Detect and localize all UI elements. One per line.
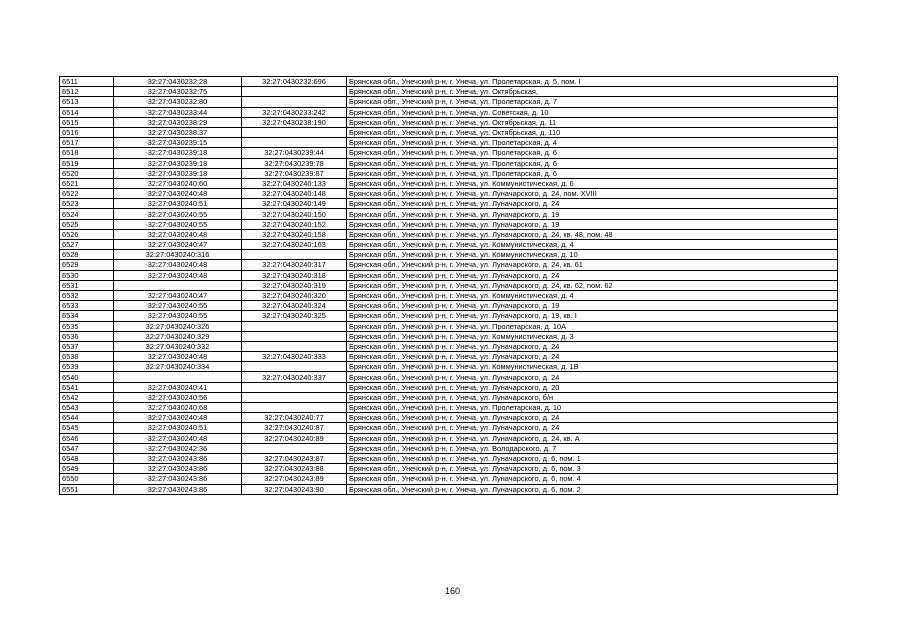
object-cadastral-number-cell: 32:27:0430238:190 xyxy=(242,117,347,127)
address-cell: Брянская обл., Унечский р-н, г. Унеча, ул. Коммунистическая, д. 10 xyxy=(347,250,838,260)
object-cadastral-number-cell: 32:27:0430240:150 xyxy=(242,209,347,219)
land-cadastral-number-cell: 32:27:0430243:86 xyxy=(114,453,242,463)
row-number-cell: 6521 xyxy=(60,178,114,188)
row-number-cell: 6541 xyxy=(60,382,114,392)
table-row xyxy=(60,240,838,250)
table-row xyxy=(60,189,838,199)
object-cadastral-number-cell: 32:27:0430240:318 xyxy=(242,270,347,280)
row-number-cell: 6536 xyxy=(60,331,114,341)
land-cadastral-number-cell: 32:27:0430238:29 xyxy=(114,117,242,127)
land-cadastral-number-cell: 32:27:0430240:55 xyxy=(114,209,242,219)
land-cadastral-number-cell: 32:27:0430240:329 xyxy=(114,331,242,341)
row-number-cell: 6548 xyxy=(60,453,114,463)
address-cell: Брянская обл., Унечский р-н, г. Унеча, ул. Пролетарская, д. 10А xyxy=(347,321,838,331)
row-number-cell: 6539 xyxy=(60,362,114,372)
row-number-cell: 6524 xyxy=(60,209,114,219)
address-cell: Брянская обл., Унечский р-н, г. Унеча, ул. Луначарского, д. 19 xyxy=(347,209,838,219)
object-cadastral-number-cell: 32:27:0430243:87 xyxy=(242,453,347,463)
object-cadastral-number-cell xyxy=(242,362,347,372)
land-cadastral-number-cell: 32:27:0430243:86 xyxy=(114,484,242,494)
address-cell: Брянская обл., Унечский р-н, г. Унеча, ул. Луначарского, д. 24, кв. 61 xyxy=(347,260,838,270)
row-number-cell: 6532 xyxy=(60,290,114,300)
object-cadastral-number-cell xyxy=(242,127,347,137)
land-cadastral-number-cell: 32:27:0430238:37 xyxy=(114,127,242,137)
row-number-cell: 6518 xyxy=(60,148,114,158)
address-cell: Брянская обл., Унечский р-н, г. Унеча, ул. Луначарского, д. 24, пом. XVIII xyxy=(347,189,838,199)
land-cadastral-number-cell: 32:27:0430240:48 xyxy=(114,352,242,362)
land-cadastral-number-cell: 32:27:0430232:75 xyxy=(114,87,242,97)
land-cadastral-number-cell: 32:27:0430240:48 xyxy=(114,229,242,239)
land-cadastral-number-cell: 32:27:0430240:48 xyxy=(114,270,242,280)
address-cell: Брянская обл., Унечский р-н, г. Унеча, ул. Пролетарская, д. 5, пом. I xyxy=(347,77,838,87)
address-cell: Брянская обл., Унечский р-н, г. Унеча, ул. Коммунистическая, д. 4 xyxy=(347,290,838,300)
address-cell: Брянская обл., Унечский р-н, г. Унеча, ул. Луначарского, д. 19 xyxy=(347,301,838,311)
address-cell: Брянская обл., Унечский р-н, г. Унеча, ул. Октябрьская, д. 110 xyxy=(347,127,838,137)
row-number-cell: 6551 xyxy=(60,484,114,494)
land-cadastral-number-cell: 32:27:0430240:51 xyxy=(114,423,242,433)
table-row xyxy=(60,362,838,372)
address-cell: Брянская обл., Унечский р-н, г. Унеча, ул. Пролетарская, д. 6 xyxy=(347,158,838,168)
table-row xyxy=(60,199,838,209)
table-row xyxy=(60,301,838,311)
table-row xyxy=(60,229,838,239)
land-cadastral-number-cell: 32:27:0430239:18 xyxy=(114,148,242,158)
row-number-cell: 6513 xyxy=(60,97,114,107)
address-cell: Брянская обл., Унечский р-н, г. Унеча, ул. Пролетарская, д. 4 xyxy=(347,138,838,148)
address-cell: Брянская обл., Унечский р-н, г. Унеча, ул. Луначарского, д. 24, кв. 48, пом. 48 xyxy=(347,229,838,239)
object-cadastral-number-cell: 32:27:0430240:337 xyxy=(242,372,347,382)
object-cadastral-number-cell: 32:27:0430243:89 xyxy=(242,474,347,484)
land-cadastral-number-cell xyxy=(114,372,242,382)
address-cell: Брянская обл., Унечский р-н, г. Унеча, ул. Коммунистическая, д. 3 xyxy=(347,331,838,341)
table-row xyxy=(60,331,838,341)
table-row xyxy=(60,392,838,402)
address-cell: Брянская обл., Унечский р-н, г. Унеча, ул. Луначарского, д. 20 xyxy=(347,382,838,392)
table-row xyxy=(60,280,838,290)
table-row xyxy=(60,423,838,433)
row-number-cell: 6534 xyxy=(60,311,114,321)
table-row xyxy=(60,484,838,494)
land-cadastral-number-cell: 32:27:0430240:47 xyxy=(114,240,242,250)
address-cell: Брянская обл., Унечский р-н, г. Унеча, ул. Луначарского, д. 6, пом. 2 xyxy=(347,484,838,494)
land-cadastral-number-cell: 32:27:0430243:86 xyxy=(114,464,242,474)
table-row xyxy=(60,219,838,229)
table-row xyxy=(60,372,838,382)
table-row xyxy=(60,352,838,362)
land-cadastral-number-cell: 32:27:0430240:326 xyxy=(114,321,242,331)
row-number-cell: 6538 xyxy=(60,352,114,362)
row-number-cell: 6512 xyxy=(60,87,114,97)
table-row xyxy=(60,138,838,148)
address-cell: Брянская обл., Унечский р-н, г. Унеча, ул. Луначарского, б/н xyxy=(347,392,838,402)
table-row xyxy=(60,250,838,260)
address-cell: Брянская обл., Унечский р-н, г. Унеча, ул. Коммунистическая, д. 1В xyxy=(347,362,838,372)
table-row xyxy=(60,127,838,137)
row-number-cell: 6546 xyxy=(60,433,114,443)
object-cadastral-number-cell: 32:27:0430240:317 xyxy=(242,260,347,270)
row-number-cell: 6523 xyxy=(60,199,114,209)
row-number-cell: 6520 xyxy=(60,168,114,178)
land-cadastral-number-cell: 32:27:0430240:48 xyxy=(114,413,242,423)
address-cell: Брянская обл., Унечский р-н, г. Унеча, ул. Луначарского, д. 19 xyxy=(347,219,838,229)
land-cadastral-number-cell: 32:27:0430239:15 xyxy=(114,138,242,148)
address-cell: Брянская обл., Унечский р-н, г. Унеча, ул. Коммунистическая, д. 6 xyxy=(347,178,838,188)
address-cell: Брянская обл., Унечский р-н, г. Унеча, ул. Луначарского, д. 24 xyxy=(347,372,838,382)
object-cadastral-number-cell: 32:27:0430239:44 xyxy=(242,148,347,158)
object-cadastral-number-cell xyxy=(242,341,347,351)
object-cadastral-number-cell xyxy=(242,87,347,97)
object-cadastral-number-cell: 32:27:0430240:324 xyxy=(242,301,347,311)
address-cell: Брянская обл., Унечский р-н, г. Унеча, ул. Пролетарская, д. 10 xyxy=(347,403,838,413)
object-cadastral-number-cell: 32:27:0430240:89 xyxy=(242,433,347,443)
land-cadastral-number-cell: 32:27:0430240:60 xyxy=(114,178,242,188)
table-row xyxy=(60,413,838,423)
object-cadastral-number-cell xyxy=(242,443,347,453)
table-row xyxy=(60,474,838,484)
table-row xyxy=(60,311,838,321)
row-number-cell: 6527 xyxy=(60,240,114,250)
property-registry-table xyxy=(59,76,838,495)
table-row xyxy=(60,107,838,117)
address-cell: Брянская обл., Унечский р-н, г. Унеча, ул. Октябрьская, xyxy=(347,87,838,97)
table-row xyxy=(60,341,838,351)
object-cadastral-number-cell xyxy=(242,403,347,413)
land-cadastral-number-cell xyxy=(114,280,242,290)
object-cadastral-number-cell: 32:27:0430233:242 xyxy=(242,107,347,117)
object-cadastral-number-cell: 32:27:0430243:90 xyxy=(242,484,347,494)
page-number: 160 xyxy=(444,586,461,596)
row-number-cell: 6543 xyxy=(60,403,114,413)
table-row xyxy=(60,168,838,178)
land-cadastral-number-cell: 32:27:0430233:44 xyxy=(114,107,242,117)
table-row xyxy=(60,158,838,168)
address-cell: Брянская обл., Унечский р-н, г. Унеча, ул. Володарского, д. 7 xyxy=(347,443,838,453)
address-cell: Брянская обл., Унечский р-н, г. Унеча, ул. Советская, д. 10 xyxy=(347,107,838,117)
land-cadastral-number-cell: 32:27:0430240:47 xyxy=(114,290,242,300)
object-cadastral-number-cell xyxy=(242,392,347,402)
row-number-cell: 6528 xyxy=(60,250,114,260)
row-number-cell: 6525 xyxy=(60,219,114,229)
address-cell: Брянская обл., Унечский р-н, г. Унеча, ул. Коммунистическая, д. 4 xyxy=(347,240,838,250)
row-number-cell: 6515 xyxy=(60,117,114,127)
address-cell: Брянская обл., Унечский р-н, г. Унеча, ул. Луначарского, д. 24, кв. 62, пом. 62 xyxy=(347,280,838,290)
land-cadastral-number-cell: 32:27:0430240:56 xyxy=(114,392,242,402)
row-number-cell: 6540 xyxy=(60,372,114,382)
land-cadastral-number-cell: 32:27:0430240:55 xyxy=(114,301,242,311)
land-cadastral-number-cell: 32:27:0430240:51 xyxy=(114,199,242,209)
table-body xyxy=(60,77,838,495)
row-number-cell: 6549 xyxy=(60,464,114,474)
row-number-cell: 6519 xyxy=(60,158,114,168)
row-number-cell: 6544 xyxy=(60,413,114,423)
object-cadastral-number-cell xyxy=(242,382,347,392)
land-cadastral-number-cell: 32:27:0430240:55 xyxy=(114,219,242,229)
table-row xyxy=(60,403,838,413)
row-number-cell: 6550 xyxy=(60,474,114,484)
table-row xyxy=(60,433,838,443)
address-cell: Брянская обл., Унечский р-н, г. Унеча, ул. Луначарского, д. 24 xyxy=(347,352,838,362)
table-row xyxy=(60,290,838,300)
row-number-cell: 6511 xyxy=(60,77,114,87)
object-cadastral-number-cell: 32:27:0430240:149 xyxy=(242,199,347,209)
table-row xyxy=(60,382,838,392)
object-cadastral-number-cell: 32:27:0430240:158 xyxy=(242,229,347,239)
address-cell: Брянская обл., Унечский р-н, г. Унеча, ул. Октябрьская, д. 11 xyxy=(347,117,838,127)
row-number-cell: 6526 xyxy=(60,229,114,239)
table-row xyxy=(60,209,838,219)
table-row xyxy=(60,87,838,97)
table-row xyxy=(60,464,838,474)
row-number-cell: 6535 xyxy=(60,321,114,331)
address-cell: Брянская обл., Унечский р-н, г. Унеча, ул. Луначарского, д. 19, кв. I xyxy=(347,311,838,321)
land-cadastral-number-cell: 32:27:0430239:18 xyxy=(114,168,242,178)
land-cadastral-number-cell: 32:27:0430232:80 xyxy=(114,97,242,107)
table-row xyxy=(60,178,838,188)
table-row xyxy=(60,270,838,280)
row-number-cell: 6530 xyxy=(60,270,114,280)
object-cadastral-number-cell xyxy=(242,321,347,331)
land-cadastral-number-cell: 32:27:0430242:36 xyxy=(114,443,242,453)
land-cadastral-number-cell: 32:27:0430243:86 xyxy=(114,474,242,484)
address-cell: Брянская обл., Унечский р-н, г. Унеча, ул. Пролетарская, д. 7 xyxy=(347,97,838,107)
row-number-cell: 6542 xyxy=(60,392,114,402)
land-cadastral-number-cell: 32:27:0430240:334 xyxy=(114,362,242,372)
table-row xyxy=(60,443,838,453)
row-number-cell: 6517 xyxy=(60,138,114,148)
address-cell: Брянская обл., Унечский р-н, г. Унеча, ул. Луначарского, д. 24 xyxy=(347,423,838,433)
address-cell: Брянская обл., Унечский р-н, г. Унеча, ул. Луначарского, д. 24 xyxy=(347,413,838,423)
address-cell: Брянская обл., Унечский р-н, г. Унеча, ул. Луначарского, д. 6, пом. 4 xyxy=(347,474,838,484)
land-cadastral-number-cell: 32:27:0430240:316 xyxy=(114,250,242,260)
address-cell: Брянская обл., Унечский р-н, г. Унеча, ул. Луначарского, д. 6, пом. 1 xyxy=(347,453,838,463)
object-cadastral-number-cell: 32:27:0430240:148 xyxy=(242,189,347,199)
table-row xyxy=(60,97,838,107)
row-number-cell: 6529 xyxy=(60,260,114,270)
land-cadastral-number-cell: 32:27:0430232:28 xyxy=(114,77,242,87)
table-row xyxy=(60,117,838,127)
land-cadastral-number-cell: 32:27:0430240:55 xyxy=(114,311,242,321)
row-number-cell: 6547 xyxy=(60,443,114,453)
object-cadastral-number-cell: 32:27:0430243:88 xyxy=(242,464,347,474)
row-number-cell: 6522 xyxy=(60,189,114,199)
object-cadastral-number-cell: 32:27:0430240:87 xyxy=(242,423,347,433)
address-cell: Брянская обл., Унечский р-н, г. Унеча, ул. Луначарского, д. 24, кв. А xyxy=(347,433,838,443)
land-cadastral-number-cell: 32:27:0430240:48 xyxy=(114,189,242,199)
object-cadastral-number-cell: 32:27:0430232:696 xyxy=(242,77,347,87)
land-cadastral-number-cell: 32:27:0430239:18 xyxy=(114,158,242,168)
table-row xyxy=(60,321,838,331)
address-cell: Брянская обл., Унечский р-н, г. Унеча, ул. Луначарского, д. 6, пом. 3 xyxy=(347,464,838,474)
object-cadastral-number-cell: 32:27:0430240:152 xyxy=(242,219,347,229)
table-row xyxy=(60,453,838,463)
row-number-cell: 6531 xyxy=(60,280,114,290)
object-cadastral-number-cell xyxy=(242,250,347,260)
land-cadastral-number-cell: 32:27:0430240:48 xyxy=(114,433,242,443)
address-cell: Брянская обл., Унечский р-н, г. Унеча, ул. Пролетарская, д. 6 xyxy=(347,148,838,158)
object-cadastral-number-cell xyxy=(242,331,347,341)
object-cadastral-number-cell xyxy=(242,97,347,107)
land-cadastral-number-cell: 32:27:0430240:332 xyxy=(114,341,242,351)
table-row xyxy=(60,260,838,270)
object-cadastral-number-cell: 32:27:0430240:319 xyxy=(242,280,347,290)
object-cadastral-number-cell: 32:27:0430240:133 xyxy=(242,178,347,188)
object-cadastral-number-cell: 32:27:0430240:333 xyxy=(242,352,347,362)
object-cadastral-number-cell: 32:27:0430239:87 xyxy=(242,168,347,178)
land-cadastral-number-cell: 32:27:0430240:41 xyxy=(114,382,242,392)
row-number-cell: 6516 xyxy=(60,127,114,137)
row-number-cell: 6533 xyxy=(60,301,114,311)
address-cell: Брянская обл., Унечский р-н, г. Унеча, ул. Луначарского, д. 24 xyxy=(347,199,838,209)
address-cell: Брянская обл., Унечский р-н, г. Унеча, ул. Луначарского, д. 24 xyxy=(347,341,838,351)
row-number-cell: 6545 xyxy=(60,423,114,433)
table-row xyxy=(60,148,838,158)
row-number-cell: 6537 xyxy=(60,341,114,351)
row-number-cell: 6514 xyxy=(60,107,114,117)
address-cell: Брянская обл., Унечский р-н, г. Унеча, ул. Пролетарская, д. 6 xyxy=(347,168,838,178)
object-cadastral-number-cell: 32:27:0430240:320 xyxy=(242,290,347,300)
land-cadastral-number-cell: 32:27:0430240:68 xyxy=(114,403,242,413)
object-cadastral-number-cell xyxy=(242,138,347,148)
table-row xyxy=(60,77,838,87)
object-cadastral-number-cell: 32:27:0430240:163 xyxy=(242,240,347,250)
address-cell: Брянская обл., Унечский р-н, г. Унеча, ул. Луначарского, д. 24 xyxy=(347,270,838,280)
object-cadastral-number-cell: 32:27:0430240:325 xyxy=(242,311,347,321)
object-cadastral-number-cell: 32:27:0430239:78 xyxy=(242,158,347,168)
object-cadastral-number-cell: 32:27:0430240:77 xyxy=(242,413,347,423)
land-cadastral-number-cell: 32:27:0430240:48 xyxy=(114,260,242,270)
